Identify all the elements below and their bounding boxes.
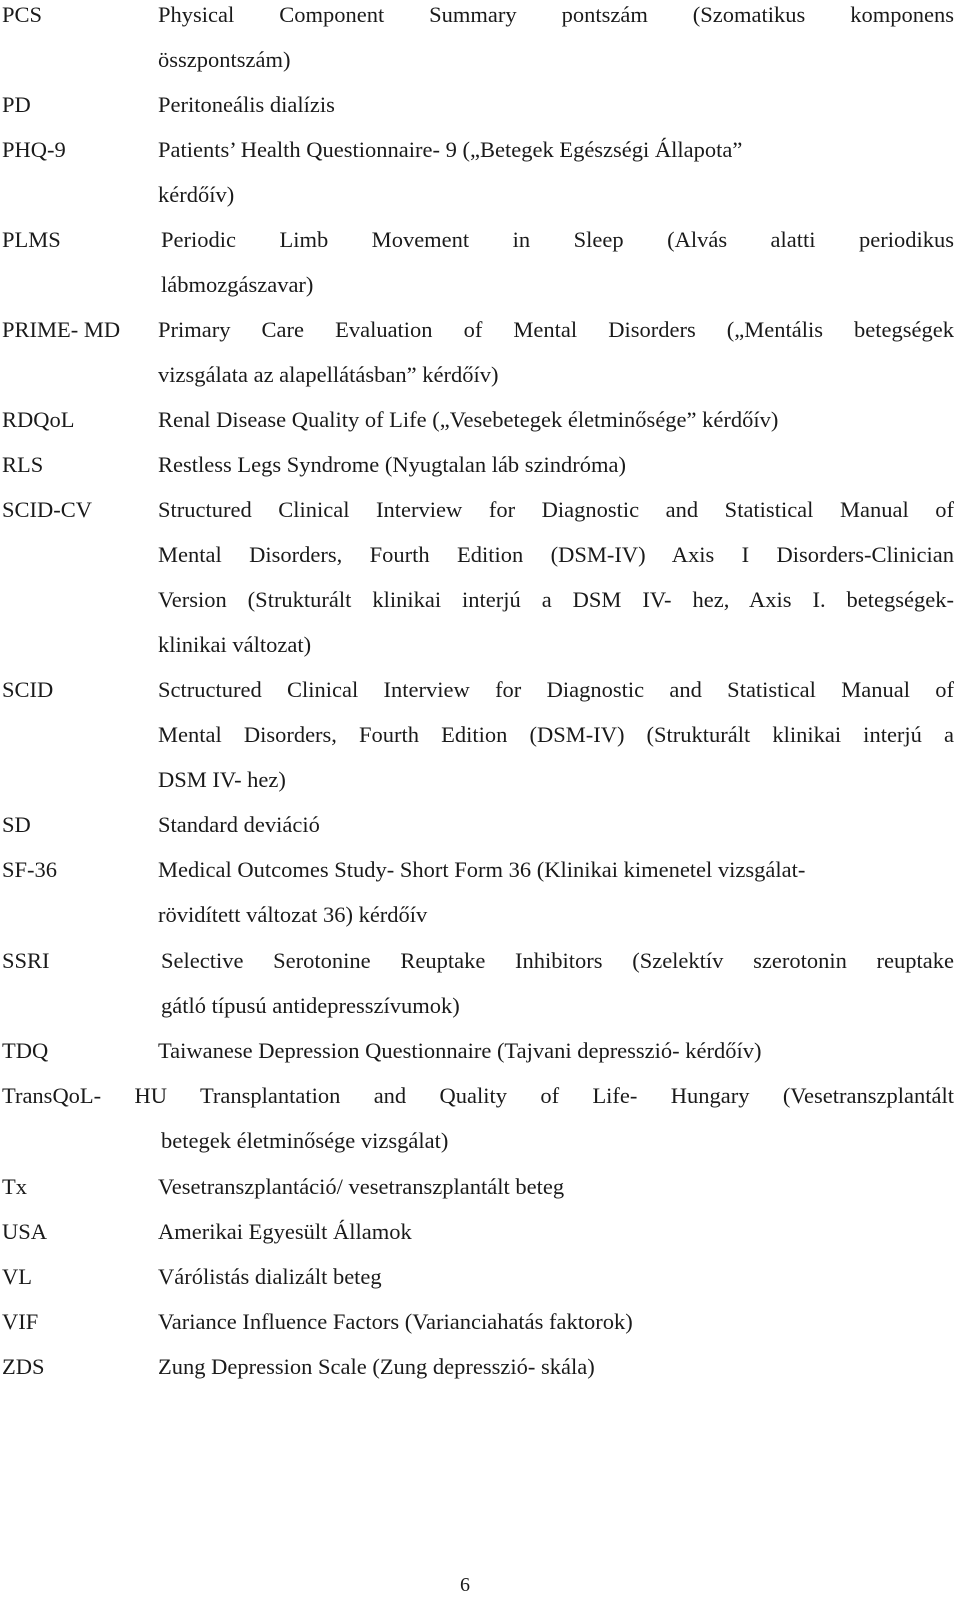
definition-line: gátló típusú antidepresszívumok): [161, 993, 460, 1018]
abbreviation: PHQ-9: [2, 137, 66, 162]
entry-transqol-hu: [0, 1081, 960, 1111]
definition-line: Amerikai Egyesült Államok: [158, 1219, 412, 1244]
abbreviation: RLS: [2, 452, 44, 477]
abbreviation: RDQoL: [2, 407, 75, 432]
definition-line: Mental Disorders, Fourth Edition (DSM-IV) Axis I Disorders-Clinician: [158, 542, 954, 567]
entry-ssri: [0, 946, 960, 976]
entry-scid: [0, 675, 960, 705]
definition-line: Peritoneális dialízis: [158, 92, 335, 117]
definition-line: Várólistás dializált beteg: [158, 1264, 382, 1289]
entry-plms: [0, 225, 960, 255]
definition-line: Patients’ Health Questionnaire- 9 („Betegek Egészségi Állapota”: [158, 137, 743, 162]
entry-plms-cont: [0, 270, 960, 300]
entry-sf36: [0, 855, 960, 885]
entry-scid-cv-cont: [0, 630, 960, 660]
abbreviation: VL: [2, 1264, 32, 1289]
abbreviation: SD: [2, 812, 31, 837]
entry-scid-cont: [0, 765, 960, 795]
abbreviation: SCID: [2, 677, 54, 702]
entry-phq9-cont: [0, 180, 960, 210]
definition-line: Taiwanese Depression Questionnaire (Tajvani depresszió- kérdőív): [158, 1038, 762, 1063]
definition-line: összpontszám): [158, 47, 291, 72]
abbreviation: Tx: [2, 1174, 27, 1199]
entry-rls: [0, 450, 960, 480]
definition-line: Structured Clinical Interview for Diagnostic and Statistical Manual of: [158, 497, 954, 522]
entry-scid-cv-cont: [0, 540, 960, 570]
definition-line: Variance Influence Factors (Varianciahatás faktorok): [158, 1309, 633, 1334]
entry-pd: [0, 90, 960, 120]
definition-line: Version (Strukturált klinikai interjú a DSM IV- hez, Axis I. betegségek-: [158, 587, 954, 612]
entry-transqol-hu-cont: [0, 1126, 960, 1156]
abbreviation: SF-36: [2, 857, 58, 882]
definition-line: klinikai változat): [158, 632, 312, 657]
definition-line: Restless Legs Syndrome (Nyugtalan láb szindróma): [158, 452, 627, 477]
abbreviation: PCS: [2, 2, 43, 27]
abbreviation: SCID-CV: [2, 497, 93, 522]
definition-line: Selective Serotonine Reuptake Inhibitors (Szelektív szerotonin reuptake: [161, 948, 954, 973]
definition-line: Primary Care Evaluation of Mental Disorders („Mentális betegségek: [158, 317, 954, 342]
entry-tx: [0, 1172, 960, 1202]
entry-prime-md: [0, 315, 960, 345]
entry-zds: [0, 1352, 960, 1382]
entry-scid-cv: [0, 495, 960, 525]
definition-line: Vesetranszplantáció/ vesetranszplantált beteg: [158, 1174, 565, 1199]
entry-pcs-cont: [0, 45, 960, 75]
definition-line: Standard deviáció: [158, 812, 320, 837]
definition-line: vizsgálata az alapellátásban” kérdőív): [158, 362, 499, 387]
abbreviation: VIF: [2, 1309, 39, 1334]
definition-line: DSM IV- hez): [158, 767, 286, 792]
entry-scid-cont: [0, 720, 960, 750]
definition-line: betegek életminősége vizsgálat): [161, 1128, 449, 1153]
entry-vl: [0, 1262, 960, 1292]
abbreviation: PRIME- MD: [2, 317, 121, 342]
abbreviation: SSRI: [2, 948, 50, 973]
entry-prime-md-cont: [0, 360, 960, 390]
entry-phq9: [0, 135, 960, 165]
definition-line: TransQoL- HU Transplantation and Quality of Life- Hungary (Vesetranszplantált: [2, 1083, 954, 1108]
page-number: 6: [460, 1574, 470, 1596]
entry-sd: [0, 810, 960, 840]
abbreviation: PLMS: [2, 227, 61, 252]
definition-line: Sctructured Clinical Interview for Diagnostic and Statistical Manual of: [158, 677, 954, 702]
definition-line: kérdőív): [158, 182, 235, 207]
abbreviation: ZDS: [2, 1354, 45, 1379]
entry-usa: [0, 1217, 960, 1247]
definition-line: lábmozgászavar): [161, 272, 314, 297]
definition-line: Renal Disease Quality of Life („Vesebetegek életminősége” kérdőív): [158, 407, 779, 432]
entry-tdq: [0, 1036, 960, 1066]
definition-line: Periodic Limb Movement in Sleep (Alvás alatti periodikus: [161, 227, 954, 252]
definition-line: Physical Component Summary pontszám (Szomatikus komponens: [158, 2, 954, 27]
definition-line: Medical Outcomes Study- Short Form 36 (Klinikai kimenetel vizsgálat-: [158, 857, 806, 882]
definition-line: rövidített változat 36) kérdőív: [158, 902, 428, 927]
abbreviation: TDQ: [2, 1038, 49, 1063]
entry-pcs: [0, 0, 960, 30]
abbreviation: USA: [2, 1219, 48, 1244]
abbreviation: PD: [2, 92, 31, 117]
entry-scid-cv-cont: [0, 585, 960, 615]
definition-line: Mental Disorders, Fourth Edition (DSM-IV) (Strukturált klinikai interjú a: [158, 722, 954, 747]
entry-sf36-cont: [0, 900, 960, 930]
definition-line: Zung Depression Scale (Zung depresszió- skála): [158, 1354, 595, 1379]
entry-ssri-cont: [0, 991, 960, 1021]
entry-vif: [0, 1307, 960, 1337]
entry-rdqol: [0, 405, 960, 435]
